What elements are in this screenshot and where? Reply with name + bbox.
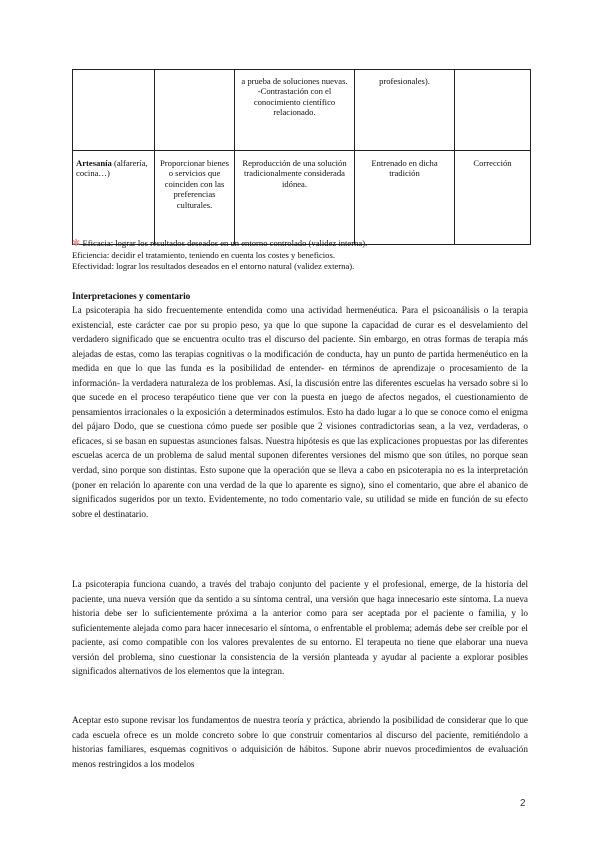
paragraph: La psicoterapia ha sido frecuentemente entendida como una actividad hermenéutica. Para el psicoanálisis o la terapia existencial, este carácter cae por su propio peso, ya que lo que supone la capacidad de curar es el desvelamiento del verdadero significado que se encuentra oculto tras el discurso del paciente. Sin embargo, en otras formas de terapia más alejadas de estas, como las terapias cognitivas o la modificación de conducta, hay un punto de partida hermenéutico en la medida en que lo que las funda es la posibilidad de entender- en términos de aprendizaje o procesamiento de la información- la verdadera naturaleza de los problemas. Así, la discusión entre las diferentes escuelas ha versado sobre si lo que sucede en el proceso terapéutico tiene que ver con la puesta en juego de afectos negados, el cuestionamiento de pensamientos irracionales o la exposición a determinados estímulos. Esto ha dado lugar a lo que se conoce como el enigma del pájaro Dodo, que se cuestiona cómo puede ser posible que 2 visiones contradictorias sean, a la vez, verdaderas, o eficaces, si se basan en supuestas asunciones falsas. Nuestra hipótesis es que las explicaciones propuestas por las diferentes escuelas acerca de un problema de salud mental suponen diferentes versiones del mismo que son útiles, no porque sean verdad, sino porque son distintas. Esto supone que la operación que se lleva a cabo en psicoterapia no es la interpretación (poner en relación lo aparente con una verdad de la que lo aparente es signo), sino el comentario, que abre el abanico de significados sugeridos por un texto. Evidentemente, no todo comentario vale, su utilidad se mide en función de su efecto sobre el destinatario. (72, 305, 528, 519)
section-heading: Interpretaciones y comentario (72, 291, 191, 301)
row-label-rest: (alfarería, cocina…) (76, 158, 148, 179)
comparison-table (72, 69, 531, 245)
footnote-efectividad: Efectividad: lograr los resultados deseados en el entorno natural (validez externa). (72, 261, 355, 272)
table-cell (455, 70, 531, 151)
table-cell: Proporcionar bienes o servicios que coinciden con las preferencias culturales. (155, 151, 235, 245)
footnote-eficacia (72, 238, 532, 250)
table-cell: profesionales). (355, 70, 455, 151)
paragraph: Aceptar esto supone revisar los fundamentos de nuestra teoría y práctica, abriendo la posibilidad de considerar que lo que cada escuela ofrece es un molde concreto sobre lo que construir comentarios al discurso del paciente, remitiéndolo a historias familiares, esquemas cognitivos o adquisición de hábitos. Supone abrir nuevos procedimientos de evaluación menos restringidos a los modelos (72, 715, 528, 769)
row-label-cell (73, 151, 155, 245)
table-cell: Corrección (455, 151, 531, 245)
table-cell: a prueba de soluciones nuevas. -Contrastación con el conocimiento científico relacionado. (235, 70, 355, 151)
footnotes (72, 238, 532, 273)
table-cell: Entrenado en dicha tradición (355, 151, 455, 245)
row-label-bold: Artesanía (76, 158, 112, 168)
page-number: 2 (520, 798, 526, 809)
footnote-eficiencia: Eficiencia: decidir el tratamiento, teniendo en cuenta los costes y beneficios. (72, 249, 335, 260)
table-cell (73, 70, 155, 151)
table-row (73, 70, 531, 151)
asterisk-icon: ✱ (72, 238, 81, 249)
table-row (73, 151, 531, 245)
paragraph: La psicoterapia funciona cuando, a través del trabajo conjunto del paciente y el profesional, emerge, de la historia del paciente, una nueva versión que da sentido a su síntoma central, una versión que haga innecesario este síntoma. La nueva historia debe ser lo suficientemente próxima a la anterior como para ser aceptada por el paciente o familia, y lo suficientemente alejada como para hacer innecesario el síntoma, o enfrentable el problema; además debe ser creíble por el paciente, así como compatible con los valores prevalentes de su entorno. El terapeuta no tiene que elaborar una nueva versión del problema, sino cuestionar la consistencia de la versión planteada y ayudar al paciente a explorar posibles significados alternativos de los elementos que la integran. (72, 579, 528, 677)
table-cell: Reproducción de una solución tradicionalmente considerada idónea. (235, 151, 355, 245)
footnote-text: Eficacia: lograr los resultados deseados en un entorno controlado (validez interna). (82, 238, 368, 248)
table-cell (155, 70, 235, 151)
